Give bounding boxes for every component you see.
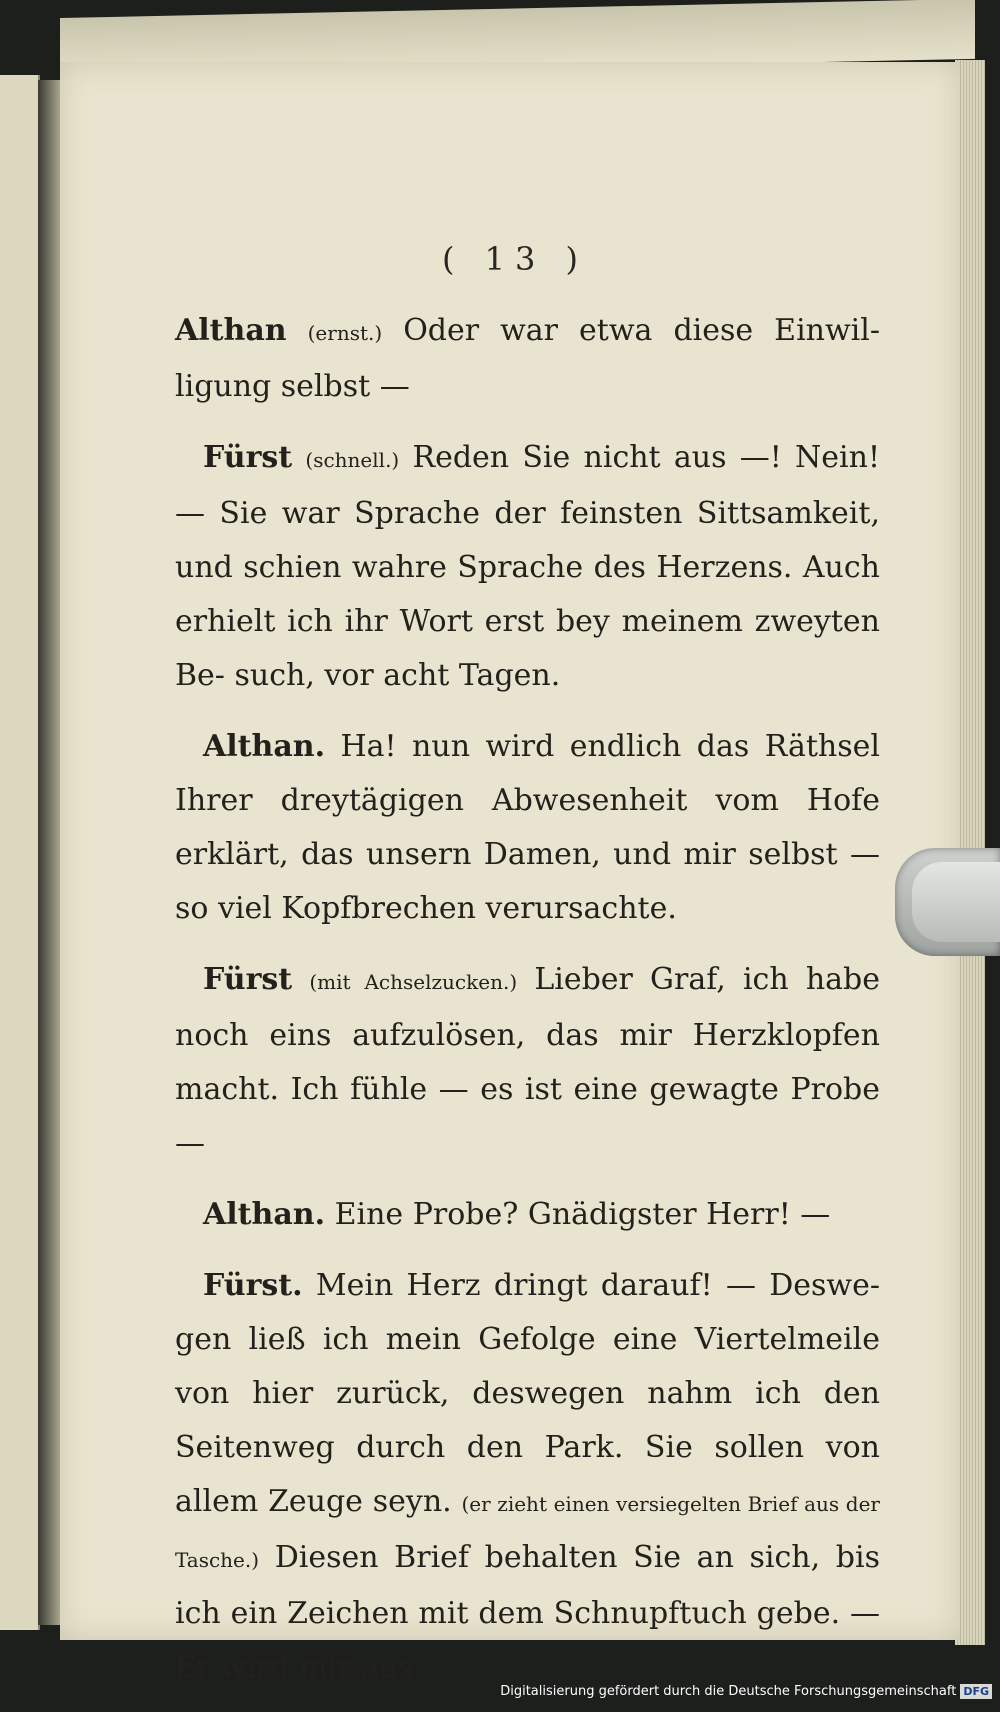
speaker-name: Althan. <box>203 1197 326 1232</box>
paragraph-1 <box>175 304 880 414</box>
paragraph-3 <box>175 720 880 936</box>
dialogue-text: Reden Sie nicht aus —! Nein! — Sie war Sprache der feinsten Sittsamkeit, und schien wahre Sprache des Herzens. Auch erhielt ich ihr Wort erst bey meinem zweyten Be- such, vor acht Tagen. <box>175 440 881 693</box>
dialogue-text: Eine Probe? Gnädigster Herr! — <box>334 1197 831 1232</box>
speaker-name: Fürst. <box>203 1268 303 1303</box>
book-page <box>60 62 960 1685</box>
footer-credit-text: Digitalisierung gefördert durch die Deutsche Forschungsgemeinschaft <box>500 1683 957 1699</box>
footer-credit <box>500 1680 992 1702</box>
speaker-name: Althan <box>175 313 287 348</box>
speaker-name: Althan. <box>203 729 326 764</box>
dialogue-text: Lieber Graf, ich habe noch eins aufzulösen, das mir Herzklopfen macht. Ich fühle — es ist eine gewagte Probe — <box>175 962 881 1161</box>
stage-direction-inline: (er zieht einen versiegelten Brief aus der Tasche.) <box>175 1492 880 1572</box>
paragraph-4 <box>175 953 880 1171</box>
dialogue-text-continued: Diesen Brief behalten Sie an sich, bis ich ein Zeichen mit dem Schnupftuch gebe. — Er wird mir aus <box>175 1540 880 1685</box>
left-page-edge <box>0 75 40 1630</box>
book-gutter-shadow <box>38 80 60 1625</box>
speaker-name: Fürst <box>203 440 293 475</box>
paragraph-6 <box>175 1259 880 1695</box>
stage-direction: (ernst.) <box>307 321 383 345</box>
paragraph-5 <box>175 1188 880 1242</box>
dialogue-text: Ha! nun wird endlich das Räthsel Ihrer dreytägigen Abwesenheit vom Hofe erklärt, das unsern Damen, und mir selbst — so viel Kopfbrechen verursachte. <box>175 729 880 926</box>
paragraph-2 <box>175 431 880 703</box>
dialogue-text: Oder war etwa diese Einwil- ligung selbst — <box>175 313 880 404</box>
page-number: ( 13 ) <box>441 240 589 278</box>
stage-direction: (mit Achselzucken.) <box>309 970 518 994</box>
dfg-logo: DFG <box>960 1684 992 1699</box>
page-clip-highlight <box>912 862 1000 942</box>
speaker-name: Fürst <box>203 962 293 997</box>
stage-direction: (schnell.) <box>305 448 400 472</box>
page-text <box>175 304 880 1712</box>
dialogue-text: Mein Herz dringt darauf! — Deswe- gen ließ ich mein Gefolge eine Viertelmeile von hier zurück, deswegen nahm ich den Seitenweg durch den Park. Sie sollen von allem Zeuge seyn. <box>175 1268 880 1519</box>
